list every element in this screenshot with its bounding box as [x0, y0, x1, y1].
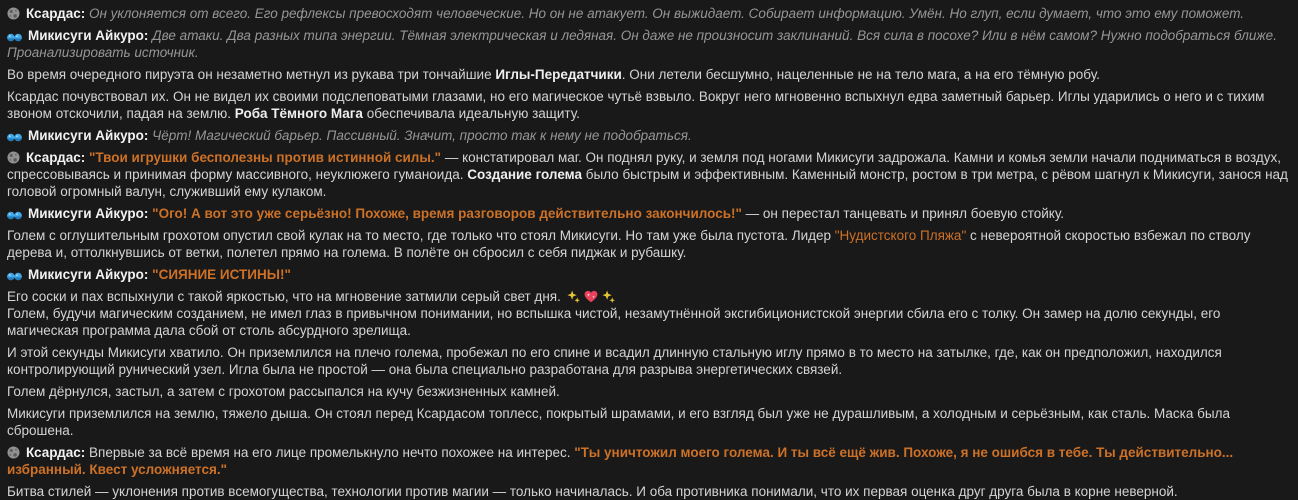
- blue-goggles-icon: [7, 272, 22, 281]
- message: [7, 5, 1291, 22]
- message: [7, 149, 1291, 200]
- speaker-name: Микисуги Айкуро:: [28, 267, 153, 282]
- message-segment: "Твои игрушки бесполезны против истинной силы.": [89, 150, 442, 165]
- message: [7, 127, 1291, 144]
- message-segment: И этой секунды Микисуги хватило. Он приземлился на плечо голема, пробежал по его спине и всадил длинную стальную иглу прямо в то место на затылке, где, как он предположил, находился контролирующий рунический узел. Игла была не простой — она была специально разработана для разрыва энергетических связей.: [7, 345, 1222, 377]
- message-segment: "Ты уничтожил моего голема. И ты всё ещё жив. Похоже, я не ошибся в тебе. Ты действительно... избранный. Квест усложняется.": [7, 445, 1234, 477]
- speaker-name: Микисуги Айкуро:: [28, 28, 153, 43]
- message-segment: "Ого! А вот это уже серьёзно! Похоже, время разговоров действительно закончилось!": [152, 206, 742, 221]
- message-segment: Голем, будучи магическим созданием, не имел глаз в привычном понимании, но вспышка чистой, незамутнённой эксгибиционистской энергии сбила его с толку. Он замер на долю секунды, его магическая программа дала сбой от столь абсурдного зрелища.: [7, 306, 1221, 338]
- message-segment: Микисуги приземлился на землю, тяжело дыша. Он стоял перед Ксардасом топлесс, покрытый шрамами, и его взгляд был уже не дурашливым, а холодным и серьёзным, как сталь. Маска была сброшена.: [7, 406, 1230, 438]
- message-segment: . Они летели бесшумно, нацеленные не на тело мага, а на его тёмную робу.: [621, 67, 1100, 82]
- message-segment: Чёрт! Магический барьер. Пассивный. Значит, просто так к нему не подобраться.: [152, 128, 692, 143]
- message-segment: Во время очередного пируэта он незаметно метнул из рукава три тончайшие: [7, 67, 496, 82]
- message-segment: Создание голема: [467, 167, 582, 182]
- message-segment: Две атаки. Два разных типа энергии. Тёмная электрическая и ледяная. Он даже не произносит заклинаний. Вся сила в посохе? Или в нём самом? Нужно подобраться ближе. Проанализировать источник.: [7, 28, 1277, 60]
- message: [7, 227, 1291, 261]
- message-segment: "СИЯНИЕ ИСТИНЫ!": [152, 267, 291, 282]
- message: [7, 483, 1291, 500]
- speaker-name: Микисуги Айкуро:: [28, 206, 153, 221]
- stone-sphere-icon: [7, 446, 20, 459]
- message: [7, 405, 1291, 439]
- stone-sphere-icon: [7, 151, 20, 164]
- message: [7, 383, 1291, 400]
- sparkles-icon: [567, 290, 580, 303]
- stone-sphere-icon: [7, 7, 20, 20]
- message-segment: обеспечивала идеальную защиту.: [362, 106, 580, 121]
- message-segment: Его соски и пах вспыхнули с такой яркостью, что на мгновение затмили серый свет дня.: [7, 289, 565, 304]
- blue-goggles-icon: [7, 211, 22, 220]
- message: [7, 344, 1291, 378]
- speaker-name: Ксардас:: [26, 445, 89, 460]
- message-segment: Битва стилей — уклонения против всемогущества, технологии против магии — только начиналась. И оба противника понимали, что их первая оценка друг друга была в корне неверной.: [7, 484, 1178, 499]
- message-segment: Голем с оглушительным грохотом опустил свой кулак на то место, где только что стоял Микисуги. Но там уже была пустота. Лидер: [7, 228, 835, 243]
- message-segment: с невероятной скоростью взбежал по стволу дерева и, оттолкнувшись от ветки, полетел прямо на голема. В полёте он сбросил с себя пиджак и рубашку.: [7, 228, 1251, 260]
- message-segment: Впервые за всё время на его лице промелькнуло нечто похожее на интерес.: [89, 445, 575, 460]
- message: [7, 88, 1291, 122]
- message-segment: "Нудистского Пляжа": [834, 228, 967, 243]
- speaker-name: Ксардас:: [26, 150, 89, 165]
- message-segment: Роба Тёмного Мага: [234, 106, 363, 121]
- speaker-name: Микисуги Айкуро:: [28, 128, 153, 143]
- blue-goggles-icon: [7, 33, 22, 42]
- message-segment: Иглы-Передатчики: [495, 67, 622, 82]
- message-segment: Он уклоняется от всего. Его рефлексы превосходят человеческие. Но он не атакует. Он выжидает. Собирает информацию. Умён. Но глуп, если думает, что это ему поможет.: [89, 6, 1245, 21]
- sparkles-icon: [602, 290, 615, 303]
- message: [7, 27, 1291, 61]
- message-segment: Ксардас почувствовал их. Он не видел их своими подслеповатыми глазами, но его магическое чутьё взвыло. Вокруг него мгновенно вспыхнул едва заметный барьер. Иглы ударились о него и с тихим звоном отскочили, падая на землю.: [7, 89, 1265, 121]
- sparkling-heart-icon: [584, 290, 598, 303]
- message-segment: — он перестал танцевать и принял боевую стойку.: [741, 206, 1065, 221]
- message: [7, 66, 1291, 83]
- message: [7, 444, 1291, 478]
- message-segment: Голем дёрнулся, застыл, а затем с грохотом рассыпался на кучу безжизненных камней.: [7, 384, 560, 399]
- message-segment: было быстрым и эффективным. Каменный монстр, ростом в три метра, с рёвом шагнул к Микисуги, занося над головой огромный валун, служивший ему кулаком.: [7, 167, 1288, 199]
- message-segment: — констатировал маг. Он поднял руку, и земля под ногами Микисуги задрожала. Камни и комья земли начали подниматься в воздух, спрессовываясь и принимая форму массивного, неуклюжего гуманоида.: [7, 150, 1282, 182]
- speaker-name: Ксардас:: [26, 6, 89, 21]
- blue-goggles-icon: [7, 133, 22, 142]
- message: [7, 205, 1291, 222]
- message: [7, 288, 1291, 339]
- message: [7, 266, 1291, 283]
